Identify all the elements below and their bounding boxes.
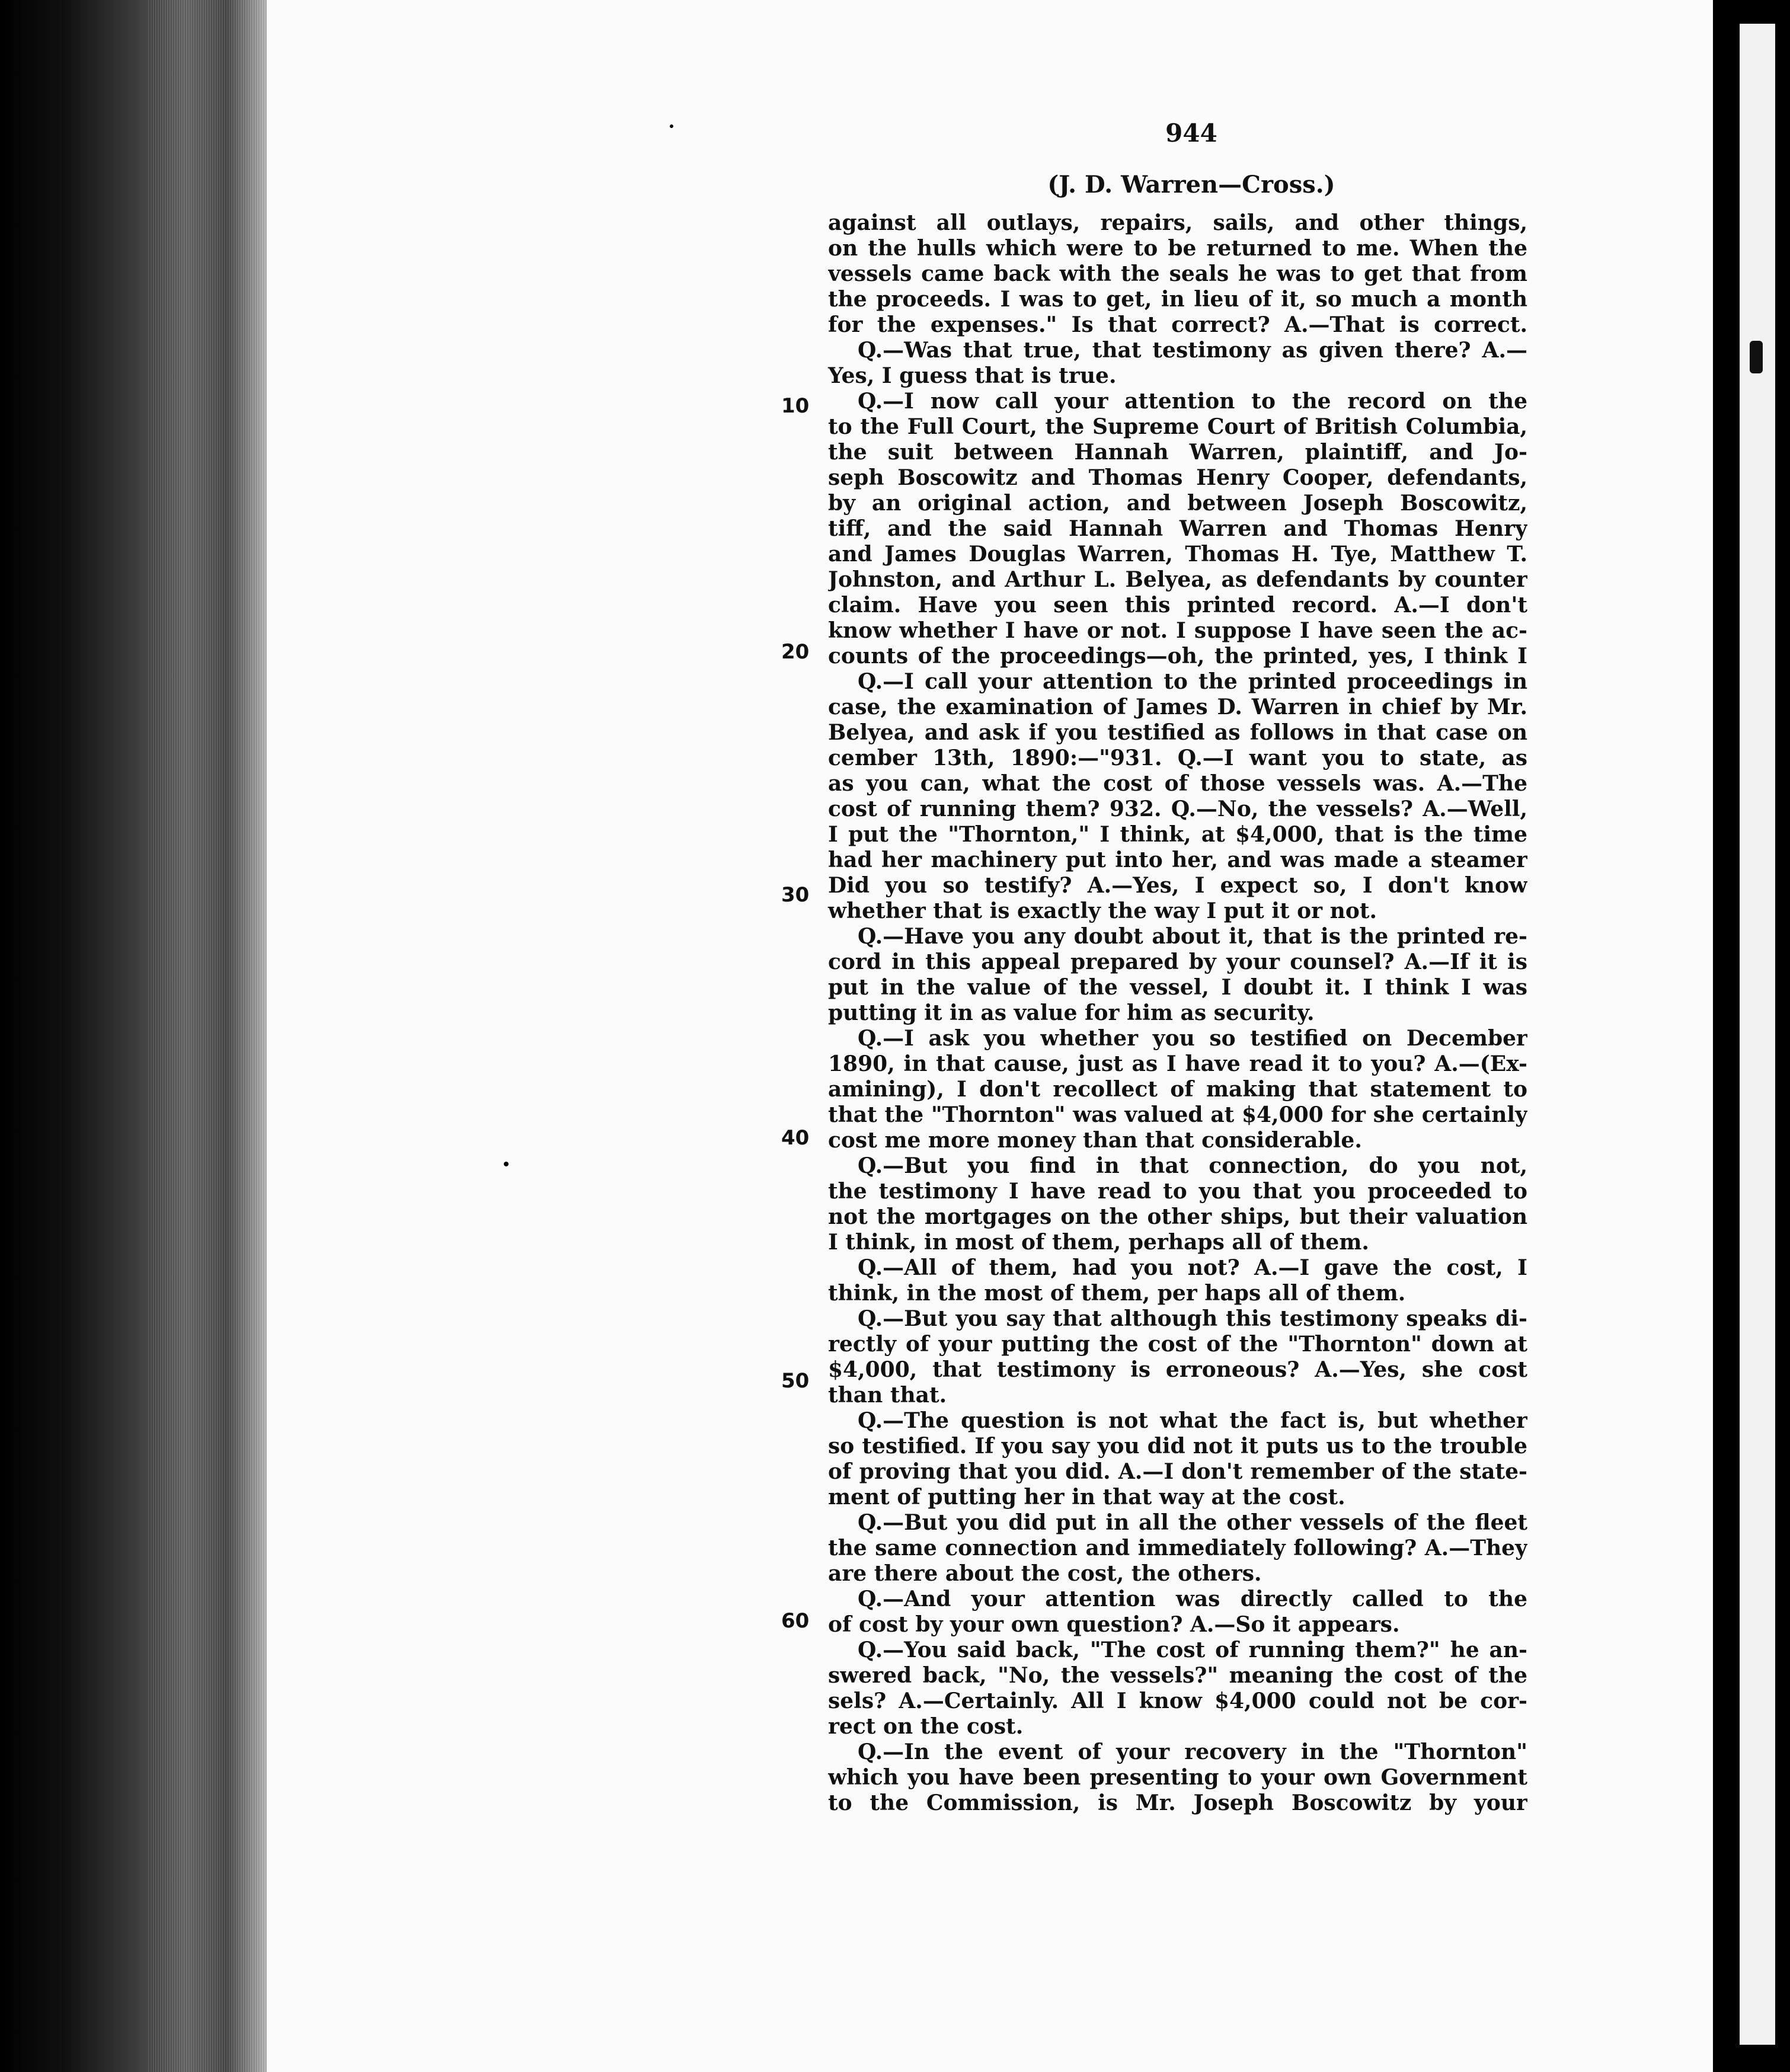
text-line: Q.—I call your attention to the printed proceedings in	[858, 669, 1527, 694]
text-line: $4,000, that testimony is erroneous? A.—Yes, she cost	[828, 1357, 1527, 1382]
text-line: put in the value of the vessel, I doubt it. I think I was	[828, 975, 1527, 1000]
text-line: Q.—Was that true, that testimony as given there? A.—	[858, 338, 1527, 363]
text-line: know whether I have or not. I suppose I have seen the ac-	[828, 618, 1527, 643]
text-line: tiff, and the said Hannah Warren and Thomas Henry	[828, 516, 1527, 541]
line-number: 10	[781, 394, 810, 418]
page-number: 944	[1165, 119, 1217, 148]
text-line: the same connection and immediately following? A.—They	[828, 1536, 1527, 1561]
text-line: the suit between Hannah Warren, plaintiff, and Jo-	[828, 440, 1527, 465]
text-line: Q.—The question is not what the fact is, but whether	[858, 1408, 1527, 1433]
text-line: cord in this appeal prepared by your counsel? A.—If it is	[828, 949, 1527, 974]
body-text	[828, 210, 1527, 1816]
text-line: whether that is exactly the way I put it or not.	[828, 898, 1377, 923]
running-head: (J. D. Warren—Cross.)	[1047, 171, 1335, 199]
text-line: cost me more money than that considerable.	[828, 1128, 1362, 1153]
text-line: I think, in most of them, perhaps all of them.	[828, 1230, 1369, 1255]
text-line: had her machinery put into her, and was made a steamer	[828, 848, 1527, 872]
text-line: than that.	[828, 1383, 947, 1408]
text-line: the proceeds. I was to get, in lieu of it, so much a month	[828, 287, 1527, 312]
text-line: of proving that you did. A.—I don't remember of the state-	[828, 1459, 1527, 1484]
text-line: Q.—I ask you whether you so testified on December	[858, 1026, 1527, 1051]
text-line: vessels came back with the seals he was to get that from	[828, 261, 1527, 286]
text-line: Belyea, and ask if you testified as follows in that case on	[828, 720, 1527, 745]
text-line: Q.—I now call your attention to the record on the	[858, 389, 1527, 414]
text-line: sels? A.—Certainly. All I know $4,000 could not be cor-	[828, 1689, 1527, 1713]
text-line: the testimony I have read to you that you proceeded to	[828, 1179, 1527, 1204]
text-line: against all outlays, repairs, sails, and other things,	[828, 210, 1527, 235]
text-line: so testified. If you say you did not it puts us to the trouble	[828, 1434, 1527, 1459]
text-line: Q.—But you did put in all the other vessels of the fleet	[858, 1510, 1527, 1535]
text-line: Johnston, and Arthur L. Belyea, as defendants by counter	[828, 567, 1527, 592]
text-line: cost of running them? 932. Q.—No, the vessels? A.—Well,	[828, 797, 1527, 821]
text-line: Q.—In the event of your recovery in the "Thornton"	[858, 1740, 1527, 1764]
text-line: Q.—You said back, "The cost of running them?" he an-	[858, 1638, 1527, 1662]
line-number: 50	[781, 1369, 810, 1393]
text-line: cember 13th, 1890:—"931. Q.—I want you to state, as	[828, 746, 1527, 770]
adjacent-page-strip	[1740, 24, 1775, 2045]
text-line: rectly of your putting the cost of the "Thornton" down at	[828, 1332, 1527, 1357]
text-line: and James Douglas Warren, Thomas H. Tye, Matthew T.	[828, 542, 1527, 567]
text-line: putting it in as value for him as security.	[828, 1000, 1315, 1025]
text-line: Q.—But you find in that connection, do you not,	[858, 1153, 1527, 1178]
line-number: 30	[781, 883, 810, 907]
stray-dot	[670, 124, 673, 128]
text-line: I put the "Thornton," I think, at $4,000, that is the time	[828, 822, 1527, 847]
text-line: claim. Have you seen this printed record. A.—I don't	[828, 593, 1527, 618]
text-line: which you have been presenting to your own Government	[828, 1765, 1527, 1790]
text-line: on the hulls which were to be returned to me. When the	[828, 236, 1527, 261]
text-line: that the "Thornton" was valued at $4,000 for she certainly	[828, 1102, 1527, 1127]
text-line: seph Boscowitz and Thomas Henry Cooper, defendants,	[828, 465, 1527, 490]
text-line: for the expenses." Is that correct? A.—That is correct.	[828, 312, 1527, 337]
text-line: by an original action, and between Joseph Boscowitz,	[828, 491, 1527, 516]
text-line: not the mortgages on the other ships, but their valuation	[828, 1204, 1527, 1229]
text-line: swered back, "No, the vessels?" meaning the cost of the	[828, 1663, 1527, 1688]
text-line: think, in the most of them, per haps all of them.	[828, 1281, 1406, 1306]
text-line: Yes, I guess that is true.	[828, 363, 1117, 388]
text-line: Q.—And your attention was directly called to the	[858, 1587, 1527, 1611]
text-line: 1890, in that cause, just as I have read it to you? A.—(Ex-	[828, 1051, 1527, 1076]
text-line: Q.—All of them, had you not? A.—I gave the cost, I	[858, 1255, 1527, 1280]
text-line: ment of putting her in that way at the cost.	[828, 1485, 1345, 1510]
text-line: amining), I don't recollect of making that statement to	[828, 1077, 1527, 1102]
text-line: are there about the cost, the others.	[828, 1561, 1262, 1586]
stray-dot	[504, 1162, 509, 1166]
right-edge-mark	[1750, 341, 1763, 373]
text-line: Q.—But you say that although this testimony speaks di-	[858, 1306, 1527, 1331]
text-line: counts of the proceedings—oh, the printed, yes, I think I	[828, 644, 1527, 669]
line-number: 40	[781, 1126, 810, 1150]
text-line: of cost by your own question? A.—So it appears.	[828, 1612, 1400, 1637]
text-line: case, the examination of James D. Warren in chief by Mr.	[828, 695, 1527, 720]
text-line: as you can, what the cost of those vessels was. A.—The	[828, 771, 1527, 796]
line-number: 60	[781, 1609, 810, 1633]
text-line: to the Commission, is Mr. Joseph Boscowitz by your	[828, 1790, 1527, 1815]
text-line: rect on the cost.	[828, 1714, 1024, 1739]
text-line: Q.—Have you any doubt about it, that is the printed re-	[858, 924, 1527, 949]
line-number: 20	[781, 640, 810, 664]
text-line: to the Full Court, the Supreme Court of British Columbia,	[828, 414, 1527, 439]
book-page-stack	[148, 0, 267, 2072]
text-line: Did you so testify? A.—Yes, I expect so, I don't know	[828, 873, 1527, 898]
